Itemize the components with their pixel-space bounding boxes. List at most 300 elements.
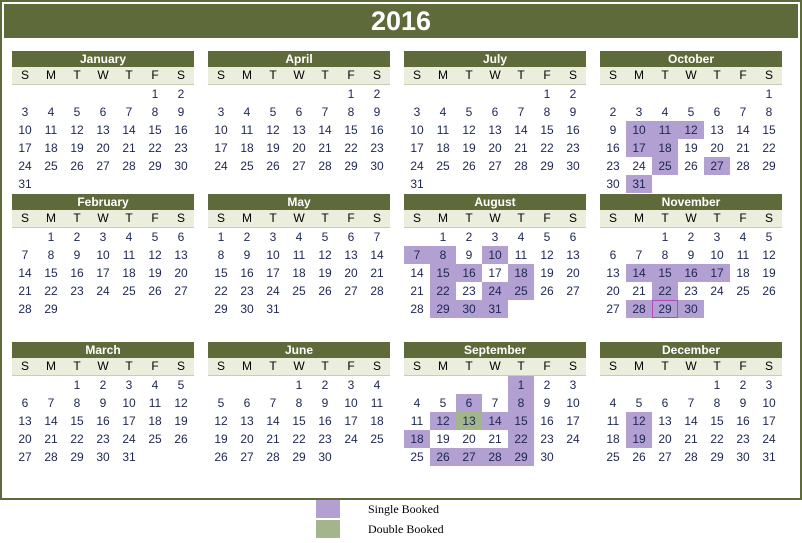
day-cell[interactable]: 1	[73, 378, 81, 392]
day-cell[interactable]: 31	[410, 177, 424, 191]
day-cell[interactable]: 11	[44, 123, 58, 137]
day-cell[interactable]: 2	[687, 230, 695, 244]
day-cell[interactable]: 12	[174, 396, 188, 410]
day-cell[interactable]: 3	[347, 378, 355, 392]
day-cell[interactable]: 11	[148, 396, 162, 410]
day-cell[interactable]: 11	[122, 248, 136, 262]
day-cell[interactable]: 18	[292, 266, 306, 280]
day-cell[interactable]: 25	[44, 159, 58, 173]
day-cell[interactable]: 6	[347, 230, 355, 244]
day-cell[interactable]: 12	[626, 412, 652, 430]
day-cell[interactable]: 15	[508, 412, 534, 430]
day-cell[interactable]: 22	[148, 141, 162, 155]
day-cell[interactable]: 12	[318, 248, 332, 262]
day-cell[interactable]: 14	[626, 264, 652, 282]
day-cell[interactable]: 23	[96, 432, 110, 446]
day-cell[interactable]: 14	[370, 248, 384, 262]
day-cell[interactable]: 21	[122, 141, 136, 155]
day-cell[interactable]: 27	[488, 159, 502, 173]
day-cell[interactable]: 17	[96, 266, 110, 280]
day-cell[interactable]: 28	[514, 159, 528, 173]
day-cell[interactable]: 1	[151, 87, 159, 101]
day-cell[interactable]: 12	[462, 123, 476, 137]
day-cell[interactable]: 15	[652, 264, 678, 282]
day-cell[interactable]: 4	[609, 396, 617, 410]
day-cell[interactable]: 13	[344, 248, 358, 262]
day-cell[interactable]: 6	[456, 394, 482, 412]
day-cell[interactable]: 6	[491, 105, 499, 119]
day-cell[interactable]: 28	[370, 284, 384, 298]
day-cell[interactable]: 5	[543, 230, 551, 244]
day-cell[interactable]: 18	[370, 414, 384, 428]
day-cell[interactable]: 6	[661, 396, 669, 410]
day-cell[interactable]: 1	[295, 378, 303, 392]
day-cell[interactable]: 27	[96, 159, 110, 173]
day-cell[interactable]: 19	[174, 414, 188, 428]
day-cell[interactable]: 12	[148, 248, 162, 262]
day-cell[interactable]: 14	[266, 414, 280, 428]
day-cell[interactable]: 19	[684, 141, 698, 155]
day-cell[interactable]: 4	[661, 105, 669, 119]
day-cell[interactable]: 11	[606, 414, 620, 428]
day-cell[interactable]: 10	[410, 123, 424, 137]
day-cell[interactable]: 20	[344, 266, 358, 280]
day-cell[interactable]: 8	[430, 246, 456, 264]
day-cell[interactable]: 7	[269, 396, 277, 410]
day-cell[interactable]: 26	[214, 450, 228, 464]
day-cell[interactable]: 20	[606, 284, 620, 298]
day-cell[interactable]: 22	[44, 284, 58, 298]
day-cell[interactable]: 5	[687, 105, 695, 119]
day-cell[interactable]: 6	[609, 248, 617, 262]
day-cell[interactable]: 1	[347, 87, 355, 101]
day-cell[interactable]: 2	[73, 230, 81, 244]
day-cell[interactable]: 3	[765, 378, 773, 392]
day-cell[interactable]: 24	[214, 159, 228, 173]
day-cell[interactable]: 24	[344, 432, 358, 446]
day-cell[interactable]: 17	[344, 414, 358, 428]
day-cell[interactable]: 3	[217, 105, 225, 119]
day-cell[interactable]: 17	[18, 141, 32, 155]
day-cell[interactable]: 2	[243, 230, 251, 244]
day-cell[interactable]: 30	[540, 450, 554, 464]
day-cell[interactable]: 19	[462, 141, 476, 155]
day-cell[interactable]: 14	[122, 123, 136, 137]
day-cell[interactable]: 24	[762, 432, 776, 446]
day-cell[interactable]: 15	[344, 123, 358, 137]
day-cell[interactable]: 10	[18, 123, 32, 137]
day-cell[interactable]: 22	[292, 432, 306, 446]
day-cell[interactable]: 30	[318, 450, 332, 464]
day-cell[interactable]: 18	[606, 432, 620, 446]
day-cell[interactable]: 11	[514, 248, 528, 262]
day-cell[interactable]: 19	[148, 266, 162, 280]
day-cell[interactable]: 9	[687, 248, 695, 262]
day-cell[interactable]: 17	[704, 264, 730, 282]
day-cell[interactable]: 2	[177, 87, 185, 101]
day-cell[interactable]: 20	[658, 432, 672, 446]
day-cell[interactable]: 16	[456, 264, 482, 282]
day-cell[interactable]: 19	[70, 141, 84, 155]
day-cell[interactable]: 3	[713, 230, 721, 244]
day-cell[interactable]: 12	[214, 414, 228, 428]
day-cell[interactable]: 5	[151, 230, 159, 244]
day-cell[interactable]: 2	[99, 378, 107, 392]
day-cell[interactable]: 4	[125, 230, 133, 244]
day-cell[interactable]: 16	[370, 123, 384, 137]
day-cell[interactable]: 2	[543, 378, 551, 392]
day-cell[interactable]: 5	[465, 105, 473, 119]
day-cell[interactable]: 27	[606, 302, 620, 316]
day-cell[interactable]: 20	[96, 141, 110, 155]
day-cell[interactable]: 24	[632, 159, 646, 173]
day-cell[interactable]: 29	[508, 448, 534, 466]
day-cell[interactable]: 9	[177, 105, 185, 119]
day-cell[interactable]: 15	[762, 123, 776, 137]
day-cell[interactable]: 21	[266, 432, 280, 446]
day-cell[interactable]: 5	[177, 378, 185, 392]
day-cell[interactable]: 21	[318, 141, 332, 155]
day-cell[interactable]: 13	[456, 412, 482, 430]
day-cell[interactable]: 17	[488, 266, 502, 280]
day-cell[interactable]: 16	[240, 266, 254, 280]
day-cell[interactable]: 29	[214, 302, 228, 316]
day-cell[interactable]: 12	[678, 121, 704, 139]
day-cell[interactable]: 25	[736, 284, 750, 298]
day-cell[interactable]: 11	[370, 396, 384, 410]
day-cell[interactable]: 1	[508, 376, 534, 394]
day-cell[interactable]: 16	[736, 414, 750, 428]
day-cell[interactable]: 10	[626, 121, 652, 139]
day-cell[interactable]: 4	[47, 105, 55, 119]
day-cell[interactable]: 7	[404, 246, 430, 264]
day-cell[interactable]: 31	[266, 302, 280, 316]
day-cell[interactable]: 18	[240, 141, 254, 155]
day-cell[interactable]: 21	[488, 432, 502, 446]
day-cell[interactable]: 13	[658, 414, 672, 428]
day-cell[interactable]: 17	[214, 141, 228, 155]
day-cell[interactable]: 20	[488, 141, 502, 155]
day-cell[interactable]: 7	[517, 105, 525, 119]
day-cell[interactable]: 31	[18, 177, 32, 191]
day-cell[interactable]: 9	[465, 248, 473, 262]
day-cell[interactable]: 11	[410, 414, 424, 428]
day-cell[interactable]: 7	[373, 230, 381, 244]
day-cell[interactable]: 7	[125, 105, 133, 119]
day-cell[interactable]: 14	[410, 266, 424, 280]
day-cell[interactable]: 25	[410, 450, 424, 464]
day-cell[interactable]: 25	[652, 157, 678, 175]
day-cell[interactable]: 3	[269, 230, 277, 244]
day-cell[interactable]: 3	[125, 378, 133, 392]
day-cell[interactable]: 9	[569, 105, 577, 119]
day-cell[interactable]: 1	[543, 87, 551, 101]
day-cell[interactable]: 16	[566, 123, 580, 137]
day-cell[interactable]: 23	[240, 284, 254, 298]
day-cell[interactable]: 26	[540, 284, 554, 298]
day-cell[interactable]: 9	[99, 396, 107, 410]
day-cell[interactable]: 8	[151, 105, 159, 119]
day-cell[interactable]: 16	[96, 414, 110, 428]
day-cell[interactable]: 29	[430, 300, 456, 318]
day-cell[interactable]: 26	[70, 159, 84, 173]
day-cell[interactable]: 5	[439, 396, 447, 410]
day-cell[interactable]: 14	[18, 266, 32, 280]
day-cell[interactable]: 18	[736, 266, 750, 280]
day-cell[interactable]: 29	[540, 159, 554, 173]
day-cell[interactable]: 21	[18, 284, 32, 298]
day-cell[interactable]: 22	[430, 282, 456, 300]
day-cell[interactable]: 6	[243, 396, 251, 410]
day-cell[interactable]: 24	[410, 159, 424, 173]
day-cell[interactable]: 7	[635, 248, 643, 262]
day-cell[interactable]: 22	[70, 432, 84, 446]
day-cell[interactable]: 22	[762, 141, 776, 155]
day-cell[interactable]: 20	[292, 141, 306, 155]
day-cell[interactable]: 28	[482, 448, 508, 466]
day-cell[interactable]: 24	[710, 284, 724, 298]
day-cell[interactable]: 8	[765, 105, 773, 119]
day-cell[interactable]: 26	[266, 159, 280, 173]
day-cell[interactable]: 13	[96, 123, 110, 137]
day-cell[interactable]: 12	[430, 412, 456, 430]
day-cell[interactable]: 13	[606, 266, 620, 280]
day-cell[interactable]: 3	[491, 230, 499, 244]
day-cell[interactable]: 11	[736, 248, 750, 262]
day-cell[interactable]: 24	[122, 432, 136, 446]
day-cell[interactable]: 14	[684, 414, 698, 428]
day-cell[interactable]: 20	[462, 432, 476, 446]
day-cell[interactable]: 19	[626, 430, 652, 448]
day-cell[interactable]: 23	[566, 141, 580, 155]
day-cell[interactable]: 20	[566, 266, 580, 280]
day-cell[interactable]: 8	[661, 248, 669, 262]
day-cell[interactable]: 5	[217, 396, 225, 410]
day-cell[interactable]: 28	[18, 302, 32, 316]
day-cell[interactable]: 9	[739, 396, 747, 410]
day-cell[interactable]: 1	[765, 87, 773, 101]
day-cell[interactable]: 13	[488, 123, 502, 137]
day-cell[interactable]: 29	[292, 450, 306, 464]
day-cell[interactable]: 28	[318, 159, 332, 173]
day-cell[interactable]: 4	[243, 105, 251, 119]
day-cell[interactable]: 14	[482, 412, 508, 430]
day-cell[interactable]: 12	[70, 123, 84, 137]
day-cell[interactable]: 2	[739, 378, 747, 392]
day-cell[interactable]: 16	[174, 123, 188, 137]
day-cell[interactable]: 1	[661, 230, 669, 244]
day-cell[interactable]: 17	[266, 266, 280, 280]
day-cell[interactable]: 7	[687, 396, 695, 410]
day-cell[interactable]: 15	[214, 266, 228, 280]
day-cell[interactable]: 29	[762, 159, 776, 173]
day-cell[interactable]: 27	[344, 284, 358, 298]
day-cell[interactable]: 25	[122, 284, 136, 298]
day-cell[interactable]: 23	[736, 432, 750, 446]
day-cell[interactable]: 23	[174, 141, 188, 155]
day-cell[interactable]: 20	[240, 432, 254, 446]
day-cell[interactable]: 23	[70, 284, 84, 298]
day-cell[interactable]: 28	[410, 302, 424, 316]
day-cell[interactable]: 30	[456, 300, 482, 318]
day-cell[interactable]: 11	[292, 248, 306, 262]
day-cell[interactable]: 26	[632, 450, 646, 464]
day-cell[interactable]: 29	[148, 159, 162, 173]
day-cell[interactable]: 30	[370, 159, 384, 173]
day-cell[interactable]: 21	[632, 284, 646, 298]
day-cell[interactable]: 1	[47, 230, 55, 244]
day-cell[interactable]: 10	[122, 396, 136, 410]
day-cell[interactable]: 5	[73, 105, 81, 119]
day-cell[interactable]: 26	[174, 432, 188, 446]
day-cell[interactable]: 8	[713, 396, 721, 410]
day-cell[interactable]: 10	[344, 396, 358, 410]
day-cell[interactable]: 15	[430, 264, 456, 282]
day-cell[interactable]: 9	[373, 105, 381, 119]
day-cell[interactable]: 13	[18, 414, 32, 428]
day-cell[interactable]: 18	[122, 266, 136, 280]
day-cell[interactable]: 1	[217, 230, 225, 244]
day-cell[interactable]: 25	[370, 432, 384, 446]
day-cell[interactable]: 3	[21, 105, 29, 119]
day-cell[interactable]: 15	[148, 123, 162, 137]
day-cell[interactable]: 4	[439, 105, 447, 119]
day-cell[interactable]: 27	[174, 284, 188, 298]
day-cell[interactable]: 27	[704, 157, 730, 175]
day-cell[interactable]: 10	[482, 246, 508, 264]
day-cell[interactable]: 16	[540, 414, 554, 428]
day-cell[interactable]: 12	[540, 248, 554, 262]
day-cell[interactable]: 7	[491, 396, 499, 410]
day-cell[interactable]: 11	[240, 123, 254, 137]
day-cell[interactable]: 27	[566, 284, 580, 298]
day-cell[interactable]: 21	[684, 432, 698, 446]
day-cell[interactable]: 18	[148, 414, 162, 428]
day-cell[interactable]: 9	[243, 248, 251, 262]
day-cell[interactable]: 28	[684, 450, 698, 464]
day-cell[interactable]: 30	[174, 159, 188, 173]
day-cell[interactable]: 1	[439, 230, 447, 244]
day-cell[interactable]: 30	[240, 302, 254, 316]
day-cell[interactable]: 12	[266, 123, 280, 137]
day-cell[interactable]: 15	[292, 414, 306, 428]
day-cell[interactable]: 22	[508, 430, 534, 448]
day-cell[interactable]: 15	[710, 414, 724, 428]
day-cell[interactable]: 25	[292, 284, 306, 298]
day-cell[interactable]: 19	[762, 266, 776, 280]
day-cell[interactable]: 17	[566, 414, 580, 428]
day-cell[interactable]: 21	[370, 266, 384, 280]
day-cell[interactable]: 16	[318, 414, 332, 428]
day-cell[interactable]: 24	[482, 282, 508, 300]
day-cell[interactable]: 27	[292, 159, 306, 173]
day-cell[interactable]: 29	[344, 159, 358, 173]
day-cell[interactable]: 17	[762, 414, 776, 428]
day-cell[interactable]: 25	[148, 432, 162, 446]
day-cell[interactable]: 10	[566, 396, 580, 410]
day-cell[interactable]: 1	[713, 378, 721, 392]
day-cell[interactable]: 25	[436, 159, 450, 173]
day-cell[interactable]: 4	[373, 378, 381, 392]
day-cell[interactable]: 5	[635, 396, 643, 410]
day-cell[interactable]: 3	[635, 105, 643, 119]
day-cell[interactable]: 28	[122, 159, 136, 173]
day-cell[interactable]: 10	[762, 396, 776, 410]
day-cell[interactable]: 6	[177, 230, 185, 244]
day-cell[interactable]: 13	[566, 248, 580, 262]
day-cell[interactable]: 22	[540, 141, 554, 155]
day-cell[interactable]: 9	[321, 396, 329, 410]
day-cell[interactable]: 19	[318, 266, 332, 280]
day-cell[interactable]: 6	[21, 396, 29, 410]
day-cell[interactable]: 8	[295, 396, 303, 410]
day-cell[interactable]: 21	[410, 284, 424, 298]
day-cell[interactable]: 3	[569, 378, 577, 392]
day-cell[interactable]: 23	[606, 159, 620, 173]
day-cell[interactable]: 21	[736, 141, 750, 155]
day-cell[interactable]: 10	[96, 248, 110, 262]
day-cell[interactable]: 23	[684, 284, 698, 298]
day-cell[interactable]: 26	[762, 284, 776, 298]
day-cell[interactable]: 14	[318, 123, 332, 137]
day-cell[interactable]: 5	[269, 105, 277, 119]
day-cell[interactable]: 3	[413, 105, 421, 119]
day-cell[interactable]: 31	[626, 175, 652, 193]
day-cell[interactable]: 18	[436, 141, 450, 155]
day-cell[interactable]: 30	[606, 177, 620, 191]
day-cell[interactable]: 3	[99, 230, 107, 244]
day-cell[interactable]: 10	[214, 123, 228, 137]
day-cell[interactable]: 29	[70, 450, 84, 464]
day-cell[interactable]: 10	[710, 248, 724, 262]
day-cell[interactable]: 16	[606, 141, 620, 155]
day-cell[interactable]: 20	[710, 141, 724, 155]
day-cell[interactable]: 4	[517, 230, 525, 244]
day-cell[interactable]: 2	[609, 105, 617, 119]
day-cell[interactable]: 4	[739, 230, 747, 244]
day-cell[interactable]: 6	[295, 105, 303, 119]
day-cell[interactable]: 24	[266, 284, 280, 298]
day-cell[interactable]: 16	[678, 264, 704, 282]
day-cell[interactable]: 17	[410, 141, 424, 155]
day-cell[interactable]: 19	[540, 266, 554, 280]
day-cell[interactable]: 19	[436, 432, 450, 446]
day-cell[interactable]: 30	[96, 450, 110, 464]
day-cell[interactable]: 18	[652, 139, 678, 157]
day-cell[interactable]: 28	[736, 159, 750, 173]
day-cell[interactable]: 30	[678, 300, 704, 318]
day-cell[interactable]: 26	[684, 159, 698, 173]
day-cell[interactable]: 16	[70, 266, 84, 280]
day-cell[interactable]: 27	[456, 448, 482, 466]
day-cell[interactable]: 27	[240, 450, 254, 464]
day-cell[interactable]: 17	[626, 139, 652, 157]
day-cell[interactable]: 23	[462, 284, 476, 298]
day-cell[interactable]: 6	[713, 105, 721, 119]
day-cell[interactable]: 8	[47, 248, 55, 262]
day-cell[interactable]: 7	[321, 105, 329, 119]
day-cell[interactable]: 28	[44, 450, 58, 464]
day-cell[interactable]: 28	[626, 300, 652, 318]
day-cell[interactable]: 19	[214, 432, 228, 446]
day-cell[interactable]: 15	[70, 414, 84, 428]
day-cell[interactable]: 30	[736, 450, 750, 464]
day-cell[interactable]: 26	[430, 448, 456, 466]
day-cell[interactable]: 14	[44, 414, 58, 428]
day-cell[interactable]: 13	[710, 123, 724, 137]
day-cell[interactable]: 2	[569, 87, 577, 101]
day-cell[interactable]: 12	[762, 248, 776, 262]
